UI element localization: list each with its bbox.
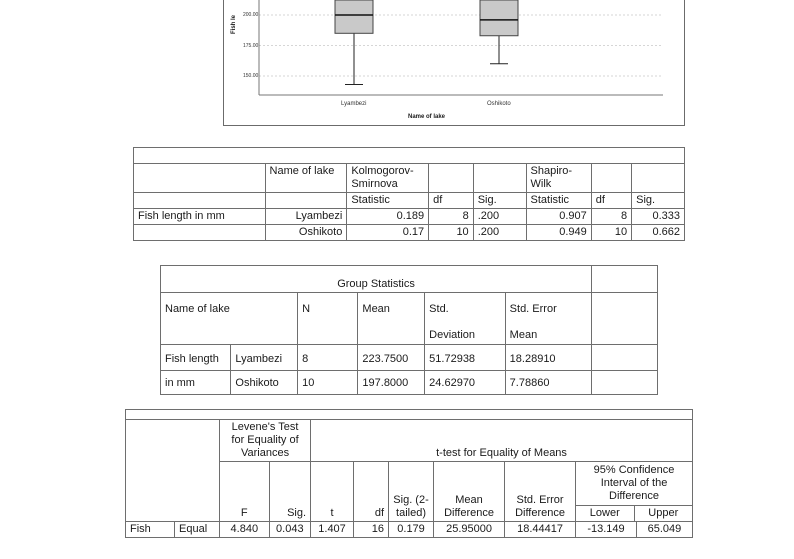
table-cell bbox=[592, 266, 658, 293]
group-stats-title: Group Statistics bbox=[161, 266, 592, 293]
table-header-cell: Sig. bbox=[473, 193, 526, 209]
normality-title-row bbox=[134, 148, 685, 164]
table-cell: -13.149 bbox=[576, 522, 637, 538]
table-cell: 197.8000 bbox=[358, 371, 425, 395]
table-header-cell: Name of lake bbox=[161, 293, 298, 345]
group-statistics-table bbox=[160, 265, 658, 395]
table-header-cell bbox=[265, 193, 347, 209]
x-axis-title: Name of lake bbox=[408, 114, 446, 120]
table-cell: 10 bbox=[591, 225, 631, 241]
box-iqr bbox=[335, 0, 373, 33]
table-header-cell: Kolmogorov-Smirnova bbox=[347, 164, 429, 193]
table-header-cell bbox=[126, 420, 220, 522]
table-cell: .200 bbox=[473, 225, 526, 241]
table-cell: 0.662 bbox=[632, 225, 685, 241]
ci-header: 95% Confidence Interval of the Difference bbox=[576, 462, 692, 506]
table-cell: 51.72938 bbox=[425, 345, 506, 371]
x-category-label: Oshikoto bbox=[487, 101, 511, 107]
table-cell: 0.907 bbox=[526, 209, 591, 225]
table-cell: 10 bbox=[429, 225, 474, 241]
table-cell: Equal bbox=[175, 522, 220, 538]
table-header-cell: Statistic bbox=[347, 193, 429, 209]
table-cell bbox=[592, 293, 658, 345]
table-header-cell bbox=[134, 164, 266, 193]
table-header-cell bbox=[632, 164, 685, 193]
table-row bbox=[134, 225, 685, 241]
table-cell: 223.7500 bbox=[358, 345, 425, 371]
table-header-cell: Sig. bbox=[632, 193, 685, 209]
table-cell: .200 bbox=[473, 209, 526, 225]
table-header-cell: df bbox=[354, 462, 389, 522]
table-cell: Lyambezi bbox=[231, 345, 298, 371]
x-category-label: Lyambezi bbox=[341, 101, 367, 107]
ttest-header: t-test for Equality of Means bbox=[311, 420, 693, 462]
table-row bbox=[126, 522, 693, 538]
table-header-cell bbox=[434, 462, 505, 522]
table-cell: Fish length in mm bbox=[134, 209, 266, 225]
table-row bbox=[161, 371, 658, 395]
table-header-cell bbox=[505, 462, 576, 522]
table-cell: 0.179 bbox=[389, 522, 434, 538]
table-cell: 10 bbox=[298, 371, 358, 395]
table-header-cell: Shapiro-Wilk bbox=[526, 164, 591, 193]
ci-lower-header: Lower bbox=[576, 506, 634, 521]
table-header-cell bbox=[591, 164, 631, 193]
table-cell: 0.333 bbox=[632, 209, 685, 225]
table-cell: 8 bbox=[429, 209, 474, 225]
table-header-cell bbox=[134, 193, 266, 209]
table-cell: Oshikoto bbox=[231, 371, 298, 395]
table-cell: 0.189 bbox=[347, 209, 429, 225]
table-header-cell bbox=[429, 164, 474, 193]
table-header-cell: Statistic bbox=[526, 193, 591, 209]
table-cell: 18.44417 bbox=[505, 522, 576, 538]
y-axis-label: Fish le bbox=[231, 14, 237, 34]
table-cell bbox=[592, 371, 658, 395]
table-header-cell bbox=[473, 164, 526, 193]
table-cell: 0.949 bbox=[526, 225, 591, 241]
ci-upper-header: Upper bbox=[648, 507, 679, 519]
table-cell: 1.407 bbox=[311, 522, 354, 538]
table-cell: 24.62970 bbox=[425, 371, 506, 395]
levene-header: Levene's Test for Equality of Variances bbox=[220, 420, 311, 462]
table-header-cell: Mean bbox=[358, 293, 425, 345]
independent-samples-table bbox=[125, 409, 693, 538]
normality-table bbox=[133, 147, 685, 241]
ci-header-cell bbox=[576, 462, 693, 522]
table-header-cell bbox=[425, 293, 506, 345]
table-cell: Lyambezi bbox=[265, 209, 347, 225]
header-line: Mean bbox=[509, 329, 538, 341]
table-row bbox=[134, 209, 685, 225]
table-cell: 65.049 bbox=[636, 522, 692, 538]
header-line: Std. Error bbox=[509, 303, 557, 315]
y-tick-label: 175.00 bbox=[243, 43, 259, 49]
table-cell: 18.28910 bbox=[505, 345, 591, 371]
y-tick-label: 200.00 bbox=[243, 12, 259, 18]
table-header-cell bbox=[505, 293, 591, 345]
table-cell: Oshikoto bbox=[265, 225, 347, 241]
header-line: Mean Difference bbox=[444, 494, 494, 519]
header-line: Std. bbox=[429, 303, 449, 315]
table-cell: 8 bbox=[591, 209, 631, 225]
table-header-cell: Name of lake bbox=[265, 164, 347, 193]
table-cell: 8 bbox=[298, 345, 358, 371]
table-cell: 0.17 bbox=[347, 225, 429, 241]
table-row bbox=[161, 345, 658, 371]
table-cell: Fish length bbox=[161, 345, 231, 371]
table-cell: 16 bbox=[354, 522, 389, 538]
table-cell: in mm bbox=[161, 371, 231, 395]
ttest-title-row bbox=[126, 410, 693, 420]
table-cell bbox=[134, 225, 266, 241]
table-header-cell: Sig. bbox=[269, 462, 310, 522]
table-header-cell: df bbox=[591, 193, 631, 209]
table-header-cell: Sig. (2-tailed) bbox=[389, 462, 434, 522]
header-line: Std. Error Difference bbox=[515, 494, 565, 519]
table-header-cell: N bbox=[298, 293, 358, 345]
table-header-cell: F bbox=[220, 462, 270, 522]
table-cell: 7.78860 bbox=[505, 371, 591, 395]
box-iqr bbox=[480, 0, 518, 36]
table-cell bbox=[592, 345, 658, 371]
table-header-cell: t bbox=[311, 462, 354, 522]
header-line: Deviation bbox=[429, 329, 476, 341]
table-cell: 25.95000 bbox=[434, 522, 505, 538]
y-tick-label: 150.00 bbox=[243, 73, 259, 79]
table-cell: Fish bbox=[126, 522, 175, 538]
table-header-cell: df bbox=[429, 193, 474, 209]
table-cell: 0.043 bbox=[269, 522, 310, 538]
table-cell: 4.840 bbox=[220, 522, 270, 538]
boxplot-chart bbox=[223, 0, 685, 126]
